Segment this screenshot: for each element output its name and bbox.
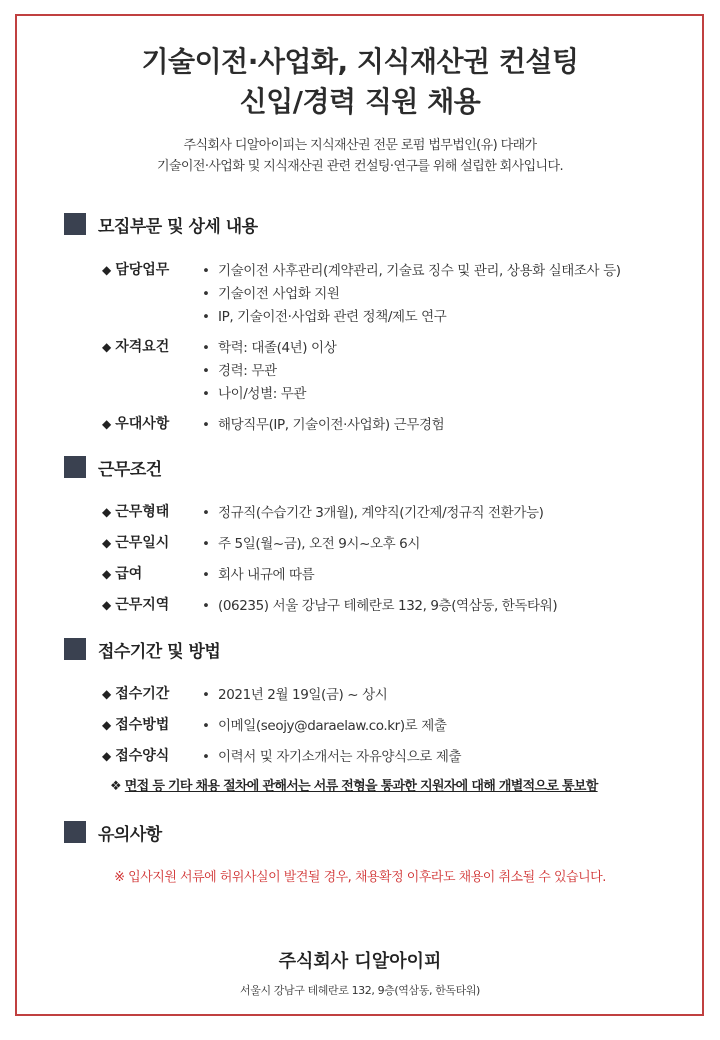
section-recruit-heading [64,212,258,236]
label-work-days: ◆ 근무일시 [102,535,170,551]
section-square-icon [64,456,86,478]
diamond-icon: ◆ [102,598,112,612]
label-form: ◆ 접수양식 [102,748,170,764]
period-value: • 2021년 2월 19일(금) ~ 상시 [202,687,388,703]
work-days-value: • 주 5일(월~금), 오전 9시~오후 6시 [202,536,420,552]
section-square-icon [64,213,86,235]
section-apply-heading [64,637,220,661]
title-line-2: 신입/경력 직원 채용 [239,85,481,118]
apply-note: ❖ 면접 등 기타 채용 절차에 관해서는 서류 전형을 통과한 지원자에 대해 개별적으로 통보함 [110,779,598,794]
label-qualification: ◆ 자격요건 [102,339,170,355]
diamond-icon: ◆ [102,718,112,732]
pay-value: • 회사 내규에 따름 [202,567,315,583]
company-name: 주식회사 디알아이피 [278,951,442,972]
section-title: 접수기간 및 방법 [98,641,221,662]
section-conditions-heading [64,455,162,479]
title-line-1: 기술이전·사업화, 지식재산권 컨설팅 [141,45,579,78]
qualification-item: • 학력: 대졸(4년) 이상 [202,340,337,356]
section-title: 유의사항 [98,824,162,845]
qualification-item: • 경력: 무관 [202,363,277,379]
section-title: 근무조건 [98,459,162,480]
location-value: • (06235) 서울 강남구 테헤란로 132, 9층(역삼동, 한독타워) [202,598,558,614]
diamond-icon: ◆ [102,505,112,519]
section-notice-heading [64,820,162,844]
label-period: ◆ 접수기간 [102,686,170,702]
notice-warning: ※ 입사지원 서류에 허위사실이 발견될 경우, 채용확정 이후라도 채용이 취소될 수 있습니다. [114,870,606,885]
section-square-icon [64,638,86,660]
duty-item: • 기술이전 사업화 지원 [202,286,340,302]
preference-item: • 해당직무(IP, 기술이전·사업화) 근무경험 [202,417,445,433]
intro-line-2: 기술이전·사업화 및 지식재산권 관련 컨설팅·연구를 위해 설립한 회사입니다. [156,159,564,174]
diamond-icon: ◆ [102,263,112,277]
note-diamond-icon: ❖ [110,779,125,794]
diamond-icon: ◆ [102,417,112,431]
duty-item: • IP, 기술이전·사업화 관련 정책/제도 연구 [202,309,447,325]
form-value: • 이력서 및 자기소개서는 자유양식으로 제출 [202,749,462,765]
duty-item: • 기술이전 사후관리(계약관리, 기술료 징수 및 관리, 상용화 실태조사 등) [202,263,621,279]
diamond-icon: ◆ [102,567,112,581]
label-preference: ◆ 우대사항 [102,416,170,432]
section-title: 모집부문 및 상세 내용 [98,216,258,237]
section-square-icon [64,821,86,843]
diamond-icon: ◆ [102,536,112,550]
label-pay: ◆ 급여 [102,566,143,582]
intro-line-1: 주식회사 디알아이피는 지식재산권 전문 로펌 법무법인(유) 다래가 [183,138,537,153]
label-method: ◆ 접수방법 [102,717,170,733]
label-duty: ◆ 담당업무 [102,262,170,278]
diamond-icon: ◆ [102,687,112,701]
company-address: 서울시 강남구 테헤란로 132, 9층(역삼동, 한독타워) [240,984,480,997]
label-location: ◆ 근무지역 [102,597,170,613]
label-work-type: ◆ 근무형태 [102,504,170,520]
work-type-value: • 정규직(수습기간 3개월), 계약직(기간제/정규직 전환가능) [202,505,544,521]
method-value: • 이메일(seojy@daraelaw.co.kr)로 제출 [202,718,447,734]
diamond-icon: ◆ [102,340,112,354]
qualification-item: • 나이/성별: 무관 [202,386,307,402]
diamond-icon: ◆ [102,749,112,763]
